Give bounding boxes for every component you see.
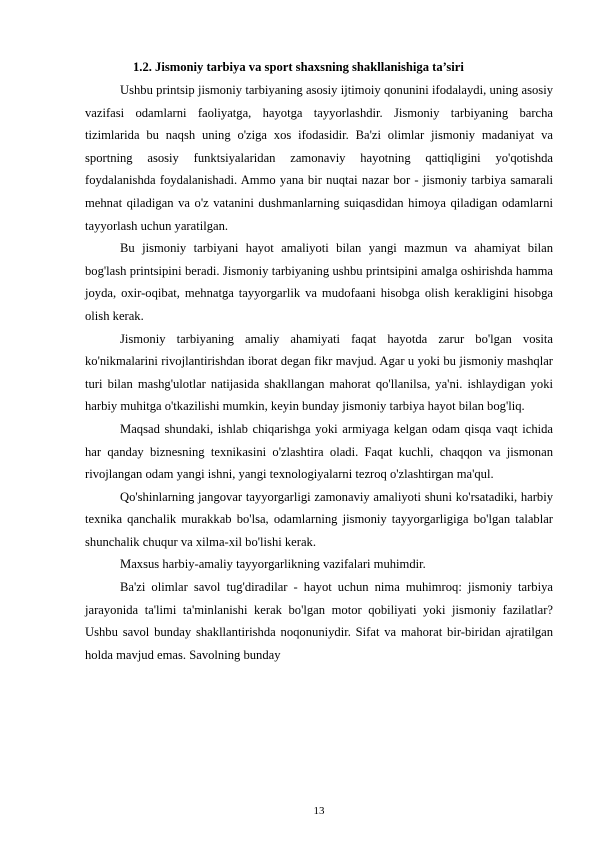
paragraph-2: Bu jismoniy tarbiyani hayot amaliyoti bilan yangi mazmun va ahamiyat bilan bog'lash printsipini beradi. Jismoniy tarbiyaning ushbu printsipini amalga oshirishda hamma joyda, oxir-oqibat, mehnatga tayyorgarlik va mudofaani hisobga olish kerakligini hisobga olish kerak. xyxy=(85,241,553,323)
paragraph-1: Ushbu printsip jismoniy tarbiyaning asosiy ijtimoiy qonunini ifodalaydi, uning asosiy vazifasi odamlarni faoliyatga, hayotga tayyorlashdir. Jismoniy tarbiyaning barcha tizimlarida bu naqsh uning o'ziga xos ifodasidir. Ba'zi olimlar jismoniy madaniyat va sportning asosiy funktsiyalaridan zamonaviy hayotning qattiqligini yo'qotishda foydalanishda foydalanishadi. Ammo yana bir nuqtai nazar bor - jismoniy tarbiya samarali mehnat qiladigan va o'z vatanini dushmanlarning suiqasdidan himoya qiladigan odamlarni tayyorlash uchun yaratilgan. xyxy=(85,83,553,233)
paragraph-5: Qo'shinlarning jangovar tayyorgarligi zamonaviy amaliyoti shuni ko'rsatadiki, harbiy texnika qanchalik murakkab bo'lsa, odamlarning jismoniy tayyorgarligiga bo'lgan talablar shunchalik chuqur va xilma-xil bo'lishi kerak. xyxy=(85,489,553,549)
paragraph-6: Maxsus harbiy-amaliy tayyorgarlikning vazifalari muhimdir. xyxy=(120,557,426,572)
page-number: 13 xyxy=(313,805,325,817)
paragraph-3: Jismoniy tarbiyaning amaliy ahamiyati faqat hayotda zarur bo'lgan vosita ko'nikmalarini rivojlantirishdan iborat degan fikr mavjud. Agar u yoki bu jismoniy mashqlar turi bilan mashg'ulotlar natijasida shakllangan mahorat qo'llanilsa, ya'ni. ishlaydigan yoki harbiy muhitga o'tkazilishi mumkin, keyin bunday jismoniy tarbiya hayot bilan bog'liq. xyxy=(85,331,553,414)
page-content xyxy=(85,58,553,666)
paragraph-7: Ba'zi olimlar savol tug'diradilar - hayot uchun nima muhimroq: jismoniy tarbiya jarayonida ta'limi ta'minlanishi kerak bo'lgan motor qobiliyati yoki jismoniy fazilatlar? Ushbu savol bunday shakllantirishda noqonuniydir. Sifat va mahorat bir-biridan ajratilgan holda mavjud emas. Savolning bunday xyxy=(85,580,553,662)
section-heading: 1.2. Jismoniy tarbiya va sport shaxsning shakllanishiga ta’siri xyxy=(133,60,464,74)
paragraph-4: Maqsad shundaki, ishlab chiqarishga yoki armiyaga kelgan odam qisqa vaqt ichida har qanday biznesning texnikasini o'zlashtira oladi. Faqat kuchli, chaqqon va jismonan rivojlangan odam yangi ishni, yangi texnologiyalarni tezroq o'zlashtirgan ma'qul. xyxy=(85,421,553,482)
